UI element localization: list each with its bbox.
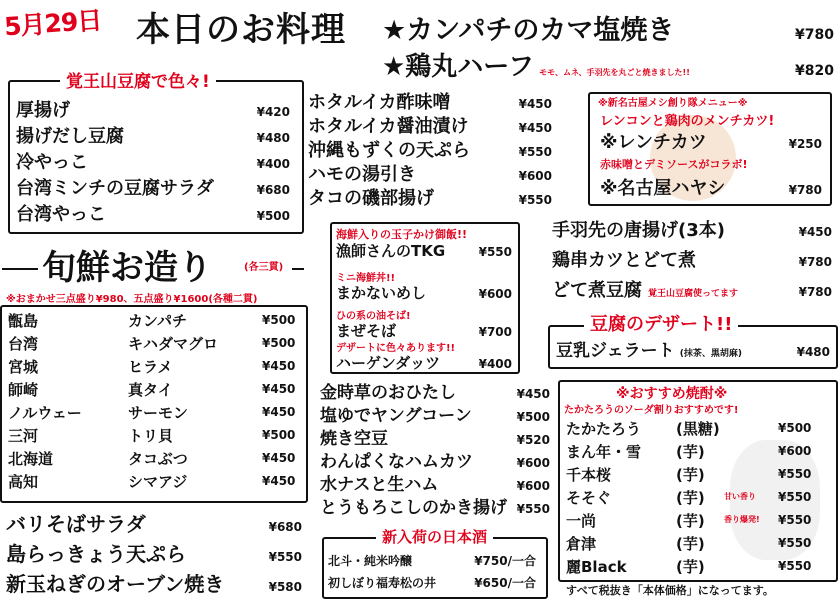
rice-note: ミニ海鮮丼!!	[336, 273, 396, 284]
tofu-item-price: ¥500	[256, 209, 290, 223]
rice-item-price: ¥550	[478, 245, 512, 259]
side-item-name: バリそばサラダ	[6, 512, 146, 536]
nagoya-note: 赤味噌とデミソースがコラボ!	[600, 158, 748, 171]
sake-item-name: 初しぼり福寿松の井	[328, 576, 437, 590]
sashimi-origin: 師崎	[8, 381, 39, 399]
grill-item	[552, 276, 832, 302]
sake-item	[328, 572, 536, 591]
rice-note: デザートに色々あります!!	[336, 343, 456, 354]
sashimi-box	[0, 305, 308, 503]
sashimi-price: ¥450	[262, 405, 296, 419]
tofu-item	[16, 96, 290, 122]
shochu-price: ¥600	[778, 444, 812, 458]
rice-item-name: 漁師さんのTKG	[336, 242, 446, 260]
shochu-price: ¥550	[778, 513, 812, 527]
sashimi-fish: 真タイ	[128, 381, 173, 399]
rice-heading: 海鮮入りの玉子かけ御飯!!	[336, 228, 468, 241]
small-plate-name: とうもろこしのかき揚げ	[320, 498, 507, 518]
sashimi-fish: サーモン	[128, 404, 189, 422]
nagoya-heading: ※新名古屋メシ創り隊メニュー※	[598, 98, 748, 109]
sashimi-subtitle: (各三貫)	[244, 262, 284, 273]
small-plate-price: ¥500	[516, 410, 550, 424]
shochu-type: (芋)	[676, 535, 705, 553]
nagoya-row	[600, 174, 822, 200]
small-plate	[308, 160, 552, 186]
tofu-item-price: ¥680	[256, 183, 290, 197]
sashimi-origin: 高知	[8, 473, 39, 491]
shochu-name: 倉津	[566, 535, 597, 553]
shochu-heading: ※おすすめ焼酎※	[616, 386, 728, 402]
side-item-price: ¥680	[268, 520, 302, 534]
rice-item	[336, 282, 512, 303]
rice-item-price: ¥700	[478, 325, 512, 339]
small-plate	[320, 401, 550, 426]
tofu-heading: 覚王山豆腐で色々!	[60, 67, 216, 92]
shochu-name: 麗Black	[566, 558, 627, 576]
small-plate-price: ¥450	[518, 97, 552, 111]
tofu-item-name: 冷やっこ	[16, 152, 88, 173]
small-plate	[320, 470, 550, 495]
tofu-item-price: ¥420	[256, 105, 290, 119]
special-note: モモ、ムネ、手羽先を丸ごと焼きました!!	[539, 68, 690, 77]
small-plate-name: タコの磯部揚げ	[308, 188, 434, 209]
shochu-name: 千本桜	[566, 466, 612, 484]
sashimi-rule	[292, 268, 304, 270]
sashimi-price: ¥450	[262, 451, 296, 465]
small-plate-name: ホタルイカ酢味噌	[308, 92, 451, 113]
sashimi-price: ¥500	[262, 313, 296, 327]
sashimi-fish: シマアジ	[128, 473, 188, 491]
shochu-name: まん年・雪	[566, 443, 642, 461]
small-plate-name: 沖縄もずくの天ぷら	[308, 140, 470, 161]
grill-item	[552, 246, 832, 272]
nagoya-item-name: ※名古屋ハヤシ	[600, 178, 726, 199]
sake-heading: 新入荷の日本酒	[376, 526, 493, 547]
grill-item-price: ¥450	[798, 225, 832, 239]
small-plate-price: ¥550	[518, 193, 552, 207]
side-item	[6, 508, 302, 537]
small-plate-price: ¥450	[516, 387, 550, 401]
sake-item	[328, 550, 536, 569]
sake-item-name: 北斗・純米吟醸	[328, 554, 413, 568]
small-plate-price: ¥600	[518, 169, 552, 183]
nagoya-item-price: ¥780	[788, 183, 822, 197]
small-plate	[308, 112, 552, 138]
shochu-type: (芋)	[676, 558, 705, 576]
small-plate-price: ¥600	[516, 456, 550, 470]
side-item-name: 新玉ねぎのオーブン焼き	[6, 572, 225, 596]
small-plate	[308, 88, 552, 114]
small-plate-price: ¥520	[516, 433, 550, 447]
small-plate-name: 焼き空豆	[320, 429, 388, 449]
tofu-item	[16, 200, 290, 226]
rice-item-price: ¥400	[478, 357, 512, 371]
side-item-price: ¥580	[268, 580, 302, 594]
special-row	[382, 8, 834, 47]
sashimi-price: ¥450	[262, 474, 296, 488]
sashimi-price: ¥450	[262, 382, 296, 396]
tofu-item-name: 厚揚げ	[16, 100, 70, 121]
sashimi-fish: カンパチ	[128, 312, 187, 330]
rice-item	[336, 240, 512, 261]
small-plate	[320, 424, 550, 449]
sashimi-price: ¥500	[262, 428, 296, 442]
special-name: ★カンパチのカマ塩焼き	[382, 15, 675, 46]
nagoya-note: レンコンと鶏肉のメンチカツ!	[600, 114, 775, 129]
tofu-item	[16, 122, 290, 148]
grill-item	[552, 216, 832, 242]
side-item	[6, 538, 302, 567]
dessert-name: 豆乳ジェラート	[556, 341, 675, 361]
sashimi-fish: キハダマグロ	[128, 335, 219, 353]
special-row	[382, 46, 834, 83]
shochu-name: そそぐ	[566, 489, 612, 507]
rice-item-name: まかないめし	[336, 284, 427, 302]
small-plate-price: ¥600	[516, 479, 550, 493]
sake-item-price: ¥650/一合	[474, 576, 536, 590]
small-plate	[308, 184, 552, 210]
tofu-item-name: 台湾ミンチの豆腐サラダ	[16, 178, 214, 199]
shochu-name: 一尚	[566, 512, 597, 530]
menu-title: 本日のお料理	[136, 10, 346, 50]
shochu-name: たかたろう	[566, 420, 642, 438]
sashimi-origin: 宮城	[8, 358, 39, 376]
small-plate-name: 水ナスと生ハム	[320, 475, 439, 495]
special-price: ¥820	[795, 63, 834, 79]
small-plate	[308, 136, 552, 162]
small-plate-name: ハモの湯引き	[308, 164, 416, 185]
dessert-heading: 豆腐のデザート!!	[584, 310, 738, 336]
sashimi-fish: タコぶつ	[128, 450, 188, 468]
special-name: ★鶏丸ハーフ	[382, 52, 535, 82]
small-plate	[320, 378, 550, 403]
shochu-subheading: たかたろうのソーダ割りおすすめです!	[564, 405, 739, 416]
dessert-note: (抹茶、黒胡麻)	[679, 349, 742, 359]
grill-item-price: ¥780	[798, 285, 832, 299]
grill-item-price: ¥780	[798, 255, 832, 269]
rice-note: ひの系の油そば!	[336, 311, 411, 322]
sashimi-origin: 三河	[8, 427, 39, 445]
sashimi-origin: 台湾	[8, 335, 39, 353]
shochu-type: (黒糖)	[676, 420, 720, 438]
grill-item-name: 鶏串カツとどて煮	[552, 250, 696, 271]
shochu-note: 甘い香り	[724, 492, 756, 501]
tofu-item-price: ¥400	[256, 157, 290, 171]
shochu-price: ¥550	[778, 490, 812, 504]
small-plate	[320, 493, 550, 518]
shochu-type: (芋)	[676, 489, 705, 507]
shochu-price: ¥550	[778, 467, 812, 481]
small-plate-price: ¥450	[518, 121, 552, 135]
sashimi-origin: 北海道	[8, 450, 54, 468]
rice-item-name: ハーゲンダッツ	[336, 354, 441, 372]
special-price: ¥780	[795, 27, 834, 43]
shochu-type: (芋)	[676, 466, 705, 484]
sashimi-fish: ヒラメ	[128, 358, 173, 376]
sashimi-price: ¥450	[262, 359, 296, 373]
rice-item	[336, 352, 512, 373]
tofu-item-name: 揚げだし豆腐	[16, 126, 124, 147]
shochu-footer: すべて税抜き「本体価格」になってます。	[566, 584, 774, 597]
grill-item-note: 覚王山豆腐使ってます	[648, 289, 739, 299]
shochu-price: ¥500	[778, 421, 812, 435]
shochu-price: ¥550	[778, 559, 812, 573]
tofu-item	[16, 174, 290, 200]
rice-item	[336, 320, 512, 341]
sashimi-title: 旬鮮お造り	[42, 248, 212, 288]
sashimi-fish: トリ貝	[128, 427, 174, 445]
sashimi-rule	[2, 268, 38, 270]
small-plate-price: ¥550	[518, 145, 552, 159]
nagoya-item-price: ¥250	[788, 137, 822, 151]
sashimi-origin: ノルウェー	[8, 404, 82, 422]
tofu-item	[16, 148, 290, 174]
side-item-name: 島らっきょう天ぷら	[6, 542, 186, 566]
side-item-price: ¥550	[268, 550, 302, 564]
sake-item-price: ¥750/一合	[474, 554, 536, 568]
tofu-item-name: 台湾やっこ	[16, 204, 106, 225]
small-plate	[320, 447, 550, 472]
small-plate-price: ¥550	[516, 502, 550, 516]
tofu-item-price: ¥480	[256, 131, 290, 145]
sashimi-origin: 甑島	[8, 312, 39, 330]
rice-item-price: ¥600	[478, 287, 512, 301]
small-plate-name: 金時草のおひたし	[320, 383, 456, 403]
shochu-type: (芋)	[676, 512, 705, 530]
shochu-type: (芋)	[676, 443, 705, 461]
menu-date: 5月29日	[3, 5, 103, 42]
shochu-note: 香り爆発!	[724, 515, 760, 524]
small-plate-name: 塩ゆでヤングコーン	[320, 406, 472, 426]
dessert-price: ¥480	[796, 345, 830, 359]
nagoya-item-name: ※レンチカツ	[600, 132, 707, 153]
dessert-row	[556, 336, 830, 361]
shochu-price: ¥550	[778, 536, 812, 550]
grill-item-name: 手羽先の唐揚げ(3本)	[552, 220, 725, 241]
side-item	[6, 568, 302, 597]
small-plate-name: わんぱくなハムカツ	[320, 452, 473, 472]
rice-item-name: まぜそば	[336, 322, 397, 340]
grill-item-name: どて煮豆腐	[552, 280, 642, 301]
sashimi-price: ¥500	[262, 336, 296, 350]
nagoya-row	[600, 128, 822, 154]
small-plate-name: ホタルイカ醤油漬け	[308, 116, 469, 137]
sashimi-note: ※おまかせ三点盛り¥980、五点盛り¥1600(各種二貫)	[6, 294, 258, 305]
